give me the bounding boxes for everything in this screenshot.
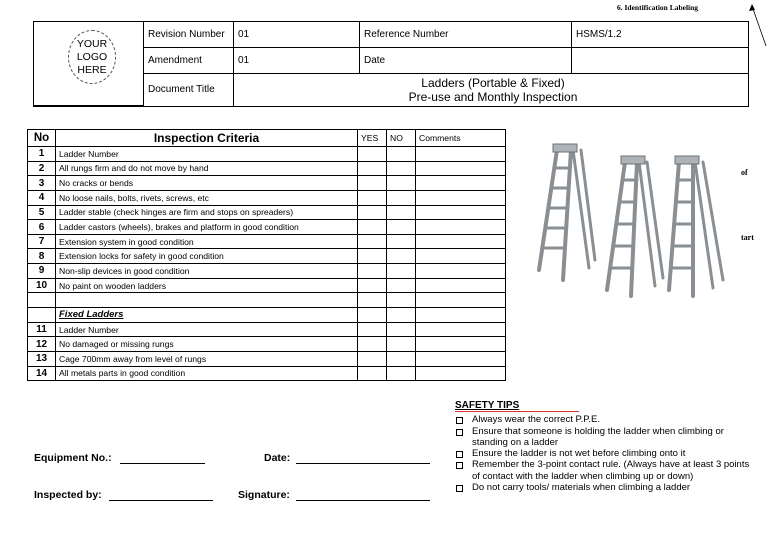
yes-checkbox-cell[interactable] xyxy=(358,205,387,220)
yes-checkbox-cell[interactable] xyxy=(358,190,387,205)
doc-title-line2: Pre-use and Monthly Inspection xyxy=(408,90,578,104)
yes-checkbox-cell[interactable] xyxy=(358,234,387,249)
col-no-answer-header: NO xyxy=(387,130,416,147)
bullet-box-icon xyxy=(456,429,463,436)
section-heading-row xyxy=(28,308,506,323)
signature-label: Signature: xyxy=(238,489,290,501)
comments-cell[interactable] xyxy=(416,161,506,176)
row-number: 7 xyxy=(28,234,56,249)
no-checkbox-cell[interactable] xyxy=(387,220,416,235)
comments-cell[interactable] xyxy=(416,337,506,352)
no-checkbox-cell[interactable] xyxy=(387,293,416,308)
criteria-text: No paint on wooden ladders xyxy=(56,278,358,293)
bullet-box-icon xyxy=(456,462,463,469)
comments-cell[interactable] xyxy=(416,205,506,220)
ladders-image xyxy=(527,140,745,300)
safety-tip-text: Do not carry tools/ materials when climbing a ladder xyxy=(472,482,691,494)
yes-checkbox-cell[interactable] xyxy=(358,308,387,323)
criteria-text: No cracks or bends xyxy=(56,176,358,191)
yes-checkbox-cell[interactable] xyxy=(358,176,387,191)
criteria-text: Ladder castors (wheels), brakes and platform in good condition xyxy=(56,220,358,235)
comments-cell[interactable] xyxy=(416,249,506,264)
ladder-2 xyxy=(607,156,663,296)
date-footer-label: Date: xyxy=(264,452,291,464)
yes-checkbox-cell[interactable] xyxy=(358,278,387,293)
no-checkbox-cell[interactable] xyxy=(387,176,416,191)
no-checkbox-cell[interactable] xyxy=(387,147,416,162)
comments-cell[interactable] xyxy=(416,293,506,308)
amendment-value: 01 xyxy=(234,48,360,74)
corner-note: 6. Identification Labeling xyxy=(617,3,699,12)
date-label: Date xyxy=(360,48,572,74)
revision-label: Revision Number xyxy=(144,22,234,48)
row-number: 14 xyxy=(28,366,56,381)
row-number xyxy=(28,293,56,308)
criteria-text: Non-slip devices in good condition xyxy=(56,264,358,279)
safety-tip-text: Ensure that someone is holding the ladder when climbing or standing on a ladder xyxy=(472,425,724,448)
yes-checkbox-cell[interactable] xyxy=(358,337,387,352)
yes-checkbox-cell[interactable] xyxy=(358,249,387,264)
table-row xyxy=(28,366,506,381)
col-comments-header: Comments xyxy=(416,130,506,147)
side-fragment-bottom: tart xyxy=(741,233,754,242)
no-checkbox-cell[interactable] xyxy=(387,205,416,220)
equipment-no-label: Equipment No.: xyxy=(34,452,112,464)
safety-tip-item xyxy=(455,426,755,449)
table-header-row xyxy=(28,130,506,147)
criteria-text: No loose nails, bolts, rivets, screws, etc xyxy=(56,190,358,205)
comments-cell[interactable] xyxy=(416,366,506,381)
criteria-text: Extension system in good condition xyxy=(56,234,358,249)
safety-tip-item xyxy=(455,459,755,482)
no-checkbox-cell[interactable] xyxy=(387,234,416,249)
no-checkbox-cell[interactable] xyxy=(387,249,416,264)
safety-tips xyxy=(455,400,755,493)
yes-checkbox-cell[interactable] xyxy=(358,293,387,308)
table-row xyxy=(28,205,506,220)
table-row xyxy=(28,176,506,191)
comments-cell[interactable] xyxy=(416,190,506,205)
comments-cell[interactable] xyxy=(416,176,506,191)
criteria-text: No damaged or missing rungs xyxy=(56,337,358,352)
revision-value: 01 xyxy=(234,22,360,48)
logo-cell xyxy=(34,22,144,106)
criteria-text: All rungs firm and do not move by hand xyxy=(56,161,358,176)
yes-checkbox-cell[interactable] xyxy=(358,366,387,381)
col-no-header: No xyxy=(28,130,56,147)
comments-cell[interactable] xyxy=(416,264,506,279)
criteria-text: Cage 700mm away from level of rungs xyxy=(56,351,358,366)
date-value xyxy=(572,48,748,74)
doc-title-label: Document Title xyxy=(144,74,234,106)
inspection-table xyxy=(27,129,506,381)
criteria-text: All metals parts in good condition xyxy=(56,366,358,381)
table-row xyxy=(28,161,506,176)
date-field[interactable] xyxy=(296,463,430,464)
comments-cell[interactable] xyxy=(416,351,506,366)
yes-checkbox-cell[interactable] xyxy=(358,161,387,176)
bullet-box-icon xyxy=(456,485,463,492)
yes-checkbox-cell[interactable] xyxy=(358,264,387,279)
section-heading: Fixed Ladders xyxy=(56,308,358,323)
row-number: 8 xyxy=(28,249,56,264)
reference-label: Reference Number xyxy=(360,22,572,48)
table-row xyxy=(28,278,506,293)
yes-checkbox-cell[interactable] xyxy=(358,322,387,337)
safety-tips-list xyxy=(455,414,755,493)
no-checkbox-cell[interactable] xyxy=(387,337,416,352)
side-fragment-top: of xyxy=(741,168,748,177)
criteria-text xyxy=(56,293,358,308)
comments-cell[interactable] xyxy=(416,234,506,249)
yes-checkbox-cell[interactable] xyxy=(358,220,387,235)
safety-tip-item xyxy=(455,414,755,425)
no-checkbox-cell[interactable] xyxy=(387,322,416,337)
criteria-text: Ladder stable (check hinges are firm and stops on spreaders) xyxy=(56,205,358,220)
inspected-by-field[interactable] xyxy=(109,500,213,501)
table-row xyxy=(28,190,506,205)
row-number: 1 xyxy=(28,147,56,162)
row-number: 4 xyxy=(28,190,56,205)
comments-cell[interactable] xyxy=(416,220,506,235)
table-row xyxy=(28,351,506,366)
amendment-label: Amendment xyxy=(144,48,234,74)
safety-tip-item xyxy=(455,482,755,493)
table-row xyxy=(28,249,506,264)
ladder-3 xyxy=(669,156,723,296)
no-checkbox-cell[interactable] xyxy=(387,264,416,279)
col-criteria-header: Inspection Criteria xyxy=(56,130,358,147)
ladder-1 xyxy=(539,144,595,280)
no-checkbox-cell[interactable] xyxy=(387,308,416,323)
table-row xyxy=(28,322,506,337)
comments-cell[interactable] xyxy=(416,147,506,162)
safety-tips-title: SAFETY TIPS xyxy=(455,400,579,412)
row-number: 10 xyxy=(28,278,56,293)
criteria-text: Ladder Number xyxy=(56,322,358,337)
safety-tip-item xyxy=(455,448,755,459)
comments-cell[interactable] xyxy=(416,278,506,293)
safety-tip-text: Always wear the correct P.P.E. xyxy=(472,414,600,426)
criteria-text: Extension locks for safety in good condition xyxy=(56,249,358,264)
row-number: 13 xyxy=(28,351,56,366)
bullet-box-icon xyxy=(456,451,463,458)
no-checkbox-cell[interactable] xyxy=(387,278,416,293)
col-yes-header: YES xyxy=(358,130,387,147)
document-header xyxy=(33,21,749,107)
safety-tip-text: Ensure the ladder is not wet before climbing onto it xyxy=(472,448,686,460)
logo-placeholder: YOUR LOGO HERE xyxy=(68,30,116,84)
yes-checkbox-cell[interactable] xyxy=(358,351,387,366)
table-row xyxy=(28,264,506,279)
row-number xyxy=(28,308,56,323)
no-checkbox-cell[interactable] xyxy=(387,351,416,366)
row-number: 3 xyxy=(28,176,56,191)
table-row xyxy=(28,337,506,352)
row-number: 6 xyxy=(28,220,56,235)
equipment-no-field[interactable] xyxy=(120,463,205,464)
inspected-by-label: Inspected by: xyxy=(34,489,102,501)
doc-title-line1: Ladders (Portable & Fixed) xyxy=(421,76,565,90)
row-number: 2 xyxy=(28,161,56,176)
yes-checkbox-cell[interactable] xyxy=(358,147,387,162)
comments-cell[interactable] xyxy=(416,322,506,337)
doc-title xyxy=(234,74,748,106)
row-number: 12 xyxy=(28,337,56,352)
safety-tip-text: Remember the 3-point contact rule. (Always have at least 3 points of contact with the ladder when climbing up or down) xyxy=(472,459,750,482)
comments-cell[interactable] xyxy=(416,308,506,323)
no-checkbox-cell[interactable] xyxy=(387,366,416,381)
row-number: 5 xyxy=(28,205,56,220)
criteria-text: Ladder Number xyxy=(56,147,358,162)
no-checkbox-cell[interactable] xyxy=(387,161,416,176)
reference-value: HSMS/1.2 xyxy=(572,22,748,48)
bullet-box-icon xyxy=(456,417,463,424)
row-number: 11 xyxy=(28,322,56,337)
signature-field[interactable] xyxy=(296,500,430,501)
table-row xyxy=(28,220,506,235)
table-row xyxy=(28,293,506,308)
table-row xyxy=(28,147,506,162)
row-number: 9 xyxy=(28,264,56,279)
no-checkbox-cell[interactable] xyxy=(387,190,416,205)
table-row xyxy=(28,234,506,249)
